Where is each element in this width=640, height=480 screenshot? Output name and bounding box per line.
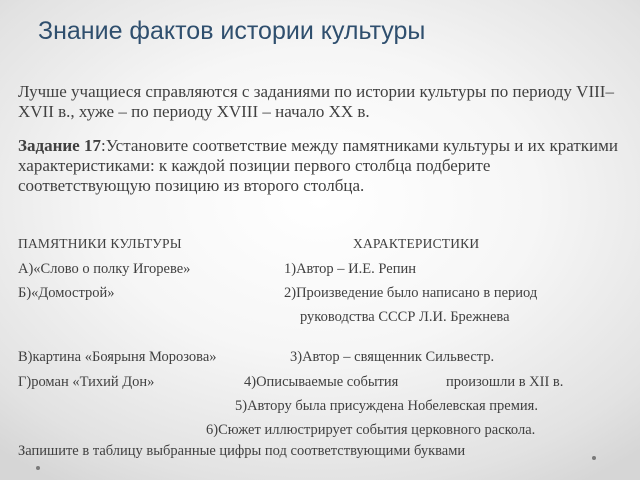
left-column-header: ПАМЯТНИКИ КУЛЬТУРЫ <box>18 236 182 251</box>
slide-title: Знание фактов истории культуры <box>38 17 426 45</box>
intro-paragraph: Лучше учащиеся справляются с заданиями по истории культуры по периоду VIII–XVII в., хуже – по периоду XVIII – начало XX в. <box>18 82 614 121</box>
monument-g: Г)роман «Тихий Дон» <box>18 374 155 390</box>
characteristic-2-line-1: 2)Произведение было написано в период <box>284 285 538 301</box>
characteristic-3: 3)Автор – священник Сильвестр. <box>290 349 495 365</box>
footer-instruction: Запишите в таблицу выбранные цифры под соответствующими буквами <box>18 443 466 459</box>
monument-a: А)«Слово о полку Игореве» <box>18 261 191 277</box>
slide-nav-dot-left <box>36 466 40 470</box>
monument-v: В)картина «Боярыня Морозова» <box>18 349 217 365</box>
characteristic-4-part-2: произошли в XII в. <box>446 374 564 390</box>
characteristic-6: 6)Сюжет иллюстрирует события церковного раскола. <box>206 422 536 438</box>
characteristic-2-line-2: руководства СССР Л.И. Брежнева <box>300 309 510 325</box>
task-label: Задание 17 <box>18 136 101 155</box>
characteristic-5: 5)Автору была присуждена Нобелевская премия. <box>235 398 538 414</box>
slide-nav-dot-right <box>592 456 596 460</box>
characteristic-1: 1)Автор – И.Е. Репин <box>284 261 416 277</box>
monument-b: Б)«Домострой» <box>18 285 115 301</box>
characteristic-4-part-1: 4)Описываемые события <box>244 374 399 390</box>
right-column-header: ХАРАКТЕРИСТИКИ <box>353 236 480 251</box>
task-text: :Установите соответствие между памятниками культуры и их краткими характеристиками: к каждой позиции первого столбца подберите соответствующую позицию из второго столбца. <box>18 136 618 195</box>
task-paragraph <box>18 136 626 196</box>
